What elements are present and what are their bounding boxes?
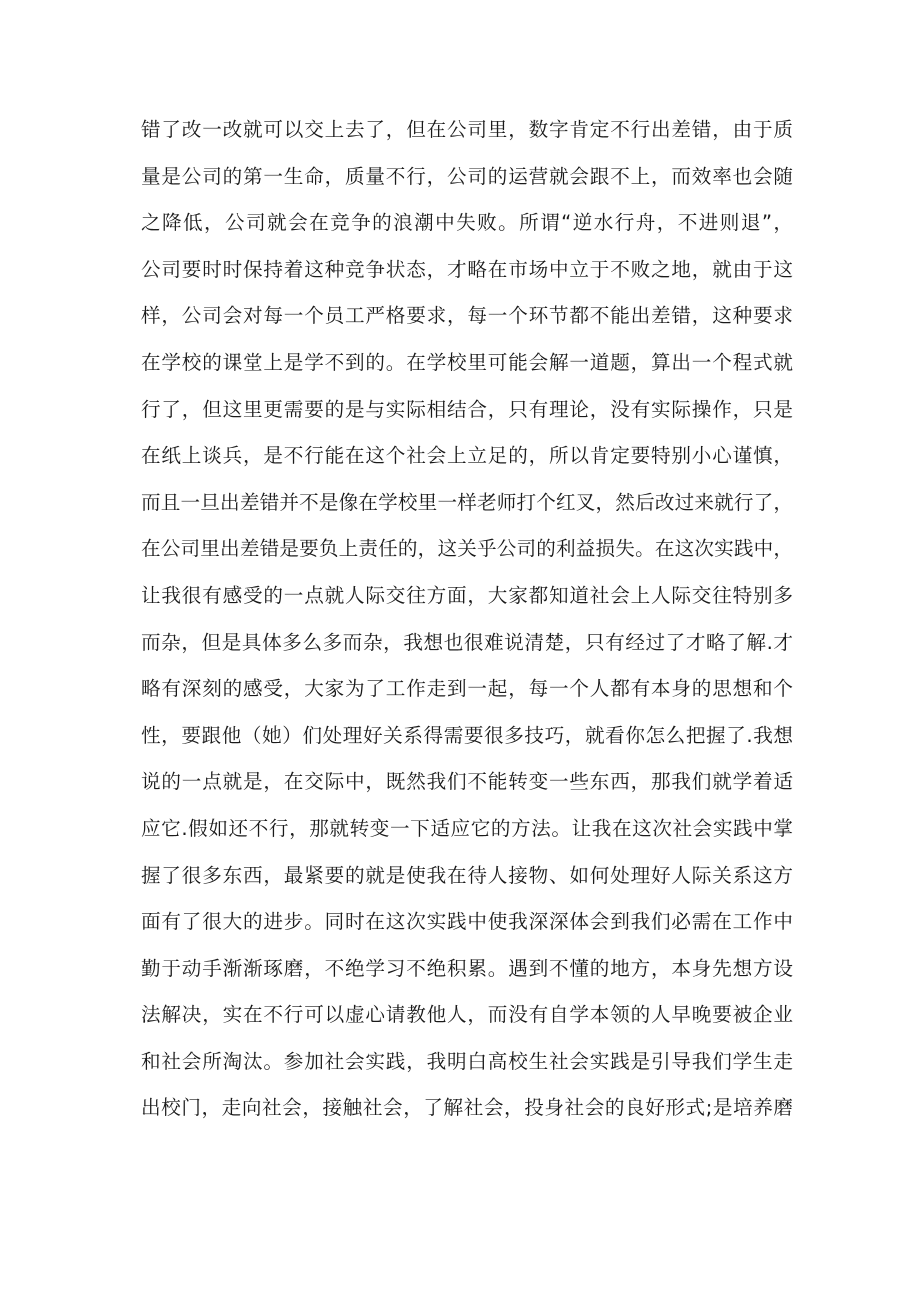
- text-line: 说的一点就是，在交际中，既然我们不能转变一些东西，那我们就学着适: [141, 770, 793, 794]
- body-text: [141, 107, 793, 1132]
- text-line: 之降低，公司就会在竞争的浪潮中失败。所谓“逆水行舟，不进则退”，: [141, 211, 793, 235]
- text-line: 性，要跟他（她）们处理好关系得需要很多技巧，就看你怎么把握了.我想: [141, 723, 793, 747]
- text-line: 而且一旦出差错并不是像在学校里一样老师打个红叉，然后改过来就行了，: [141, 490, 793, 514]
- text-line: 握了很多东西，最紧要的就是使我在待人接物、如何处理好人际关系这方: [141, 863, 793, 887]
- text-line: 公司要时时保持着这种竞争状态，才略在市场中立于不败之地，就由于这: [141, 257, 793, 281]
- text-line: 错了改一改就可以交上去了，但在公司里，数字肯定不行出差错，由于质: [141, 118, 793, 141]
- text-line: 和社会所淘汰。参加社会实践，我明白高校生社会实践是引导我们学生走: [141, 1049, 793, 1073]
- text-line: 在学校的课堂上是学不到的。在学校里可能会解一道题，算出一个程式就: [141, 350, 793, 374]
- text-line: 略有深刻的感受，大家为了工作走到一起，每一个人都有本身的思想和个: [141, 677, 793, 701]
- text-line: 行了，但这里更需要的是与实际相结合，只有理论，没有实际操作，只是: [141, 397, 793, 421]
- text-line: 而杂，但是具体多么多而杂，我想也很难说清楚，只有经过了才略了解.才: [141, 630, 793, 654]
- text-line: 勤于动手渐渐琢磨，不绝学习不绝积累。遇到不懂的地方，本身先想方设: [141, 956, 793, 980]
- text-line: 样，公司会对每一个员工严格要求，每一个环节都不能出差错，这种要求: [141, 304, 793, 328]
- text-line: 面有了很大的进步。同时在这次实践中使我深深体会到我们必需在工作中: [141, 910, 793, 934]
- text-line: 法解决，实在不行可以虚心请教他人，而没有自学本领的人早晚要被企业: [141, 1003, 793, 1027]
- text-line: 出校门，走向社会，接触社会，了解社会，投身社会的良好形式;是培养磨: [141, 1096, 793, 1120]
- text-line: 让我很有感受的一点就人际交往方面，大家都知道社会上人际交往特别多: [141, 583, 793, 607]
- text-line: 应它.假如还不行，那就转变一下适应它的方法。让我在这次社会实践中掌: [141, 816, 793, 840]
- text-line: 在公司里出差错是要负上责任的，这关乎公司的利益损失。在这次实践中，: [141, 537, 793, 561]
- text-line: 在纸上谈兵，是不行能在这个社会上立足的，所以肯定要特别小心谨慎，: [141, 444, 793, 468]
- text-line: 量是公司的第一生命，质量不行，公司的运营就会跟不上，而效率也会随: [141, 164, 793, 188]
